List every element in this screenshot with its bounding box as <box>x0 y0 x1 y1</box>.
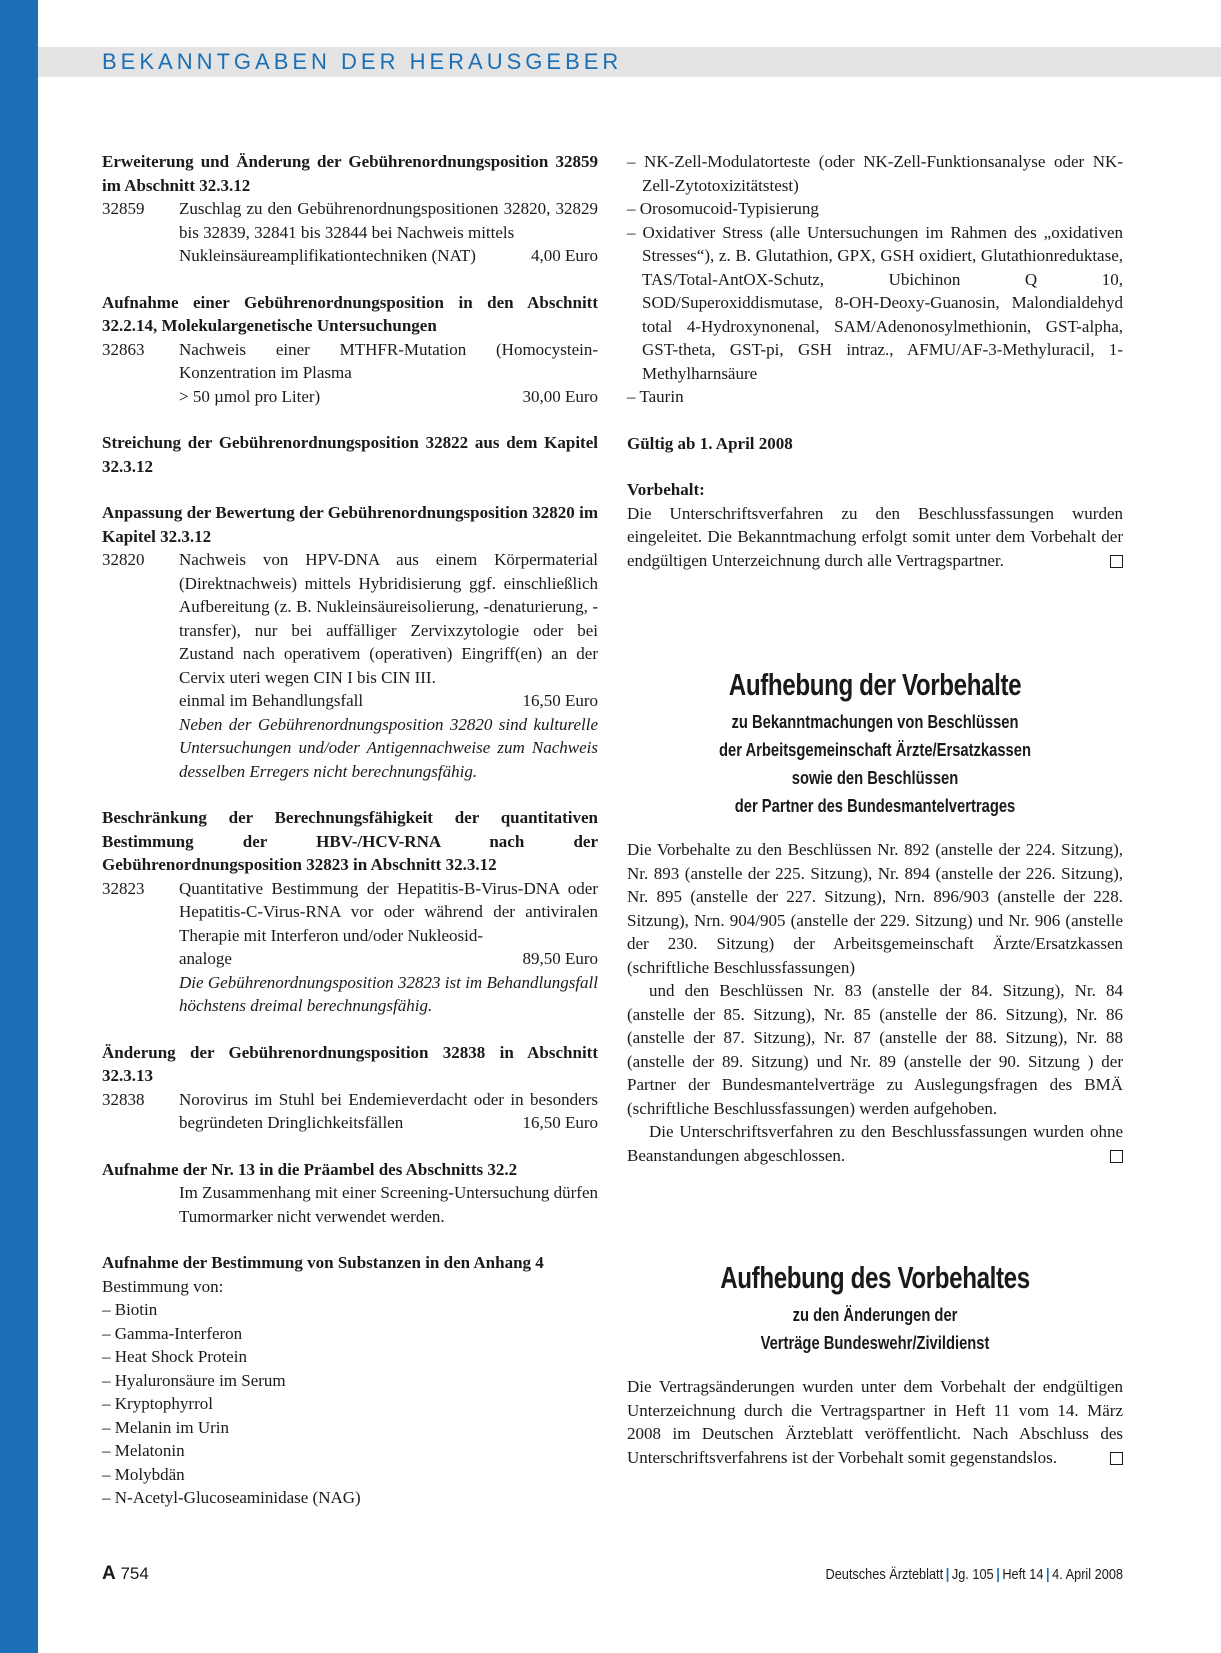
list-item: – NK-Zell-Modulatorteste (oder NK-Zell-Funktionsanalyse oder NK-Zell-Zytotoxizitätstest) <box>627 152 1123 195</box>
fee-code: 32823 <box>102 878 145 898</box>
fee-code: 32859 <box>102 199 145 218</box>
list-item: – Kryptophyrrol <box>102 1394 213 1413</box>
article-subtitle-line: sowie den Beschlüssen <box>791 768 959 788</box>
article-subtitle-line: Verträge Bundeswehr/Zivildienst <box>760 1333 990 1353</box>
fee-description: Norovirus im Stuhl bei Endemieverdacht oder in besonders begründeten Dringlichkeitsfällen <box>179 1089 598 1132</box>
section-heading: Beschränkung der Berechnungsfähigkeit der quantitativen Bestimmung der HBV-/HCV-RNA nach der Gebührenordnungsposition 32823 in Abschnitt 32.3.12 <box>102 808 598 874</box>
section-32822 <box>102 431 598 478</box>
journal-date: 4. April 2008 <box>1052 1566 1123 1583</box>
fee-code: 32820 <box>102 550 145 569</box>
page-number <box>102 1562 149 1586</box>
section-header: BEKANNTGABEN DER HERAUSGEBER <box>102 49 623 74</box>
end-of-article-box <box>1110 1452 1123 1465</box>
page-number-value: 754 <box>120 1564 149 1583</box>
article-subtitle-line: der Partner des Bundesmantelvertrages <box>734 796 1016 816</box>
list-intro: Bestimmung von: <box>102 1276 224 1296</box>
journal-volume: Jg. 105 <box>951 1566 994 1583</box>
fee-note: Neben der Gebührenordnungsposition 32820 sind kulturelle Untersuchungen und/oder Antigennachweise zum Nachweis desselben Erregers nicht berechnungsfähig. <box>179 714 598 781</box>
left-column <box>102 150 598 1533</box>
valid-from: Gültig ab 1. April 2008 <box>627 433 793 453</box>
fee-price: 16,50 Euro <box>522 691 598 710</box>
section-heading: Aufnahme der Nr. 13 in die Präambel des Abschnitts 32.2 <box>102 1159 518 1179</box>
side-accent-bar <box>0 0 38 1653</box>
fee-description-end: analoge <box>179 949 232 968</box>
fee-description: Nachweis einer MTHFR-Mutation (Homocystein-Konzentration im Plasma <box>179 339 598 382</box>
fee-description: Nachweis von HPV-DNA aus einem Körpermaterial (Direktnachweis) mittels Hybridisierung ggf. einschließlich Aufbereitung (z. B. Nukleinsäureisolierung, -denaturierung, -transfer), nur bei auffälliger Zervixzytologie oder bei Zustand nach operativem (operativen) Eingriff(en) an der Cervix uteri wegen CIN I bis CIN III. <box>179 550 598 687</box>
fee-description: Zuschlag zu den Gebührenordnungspositionen 32820, 32829 bis 32839, 32841 bis 32844 bei Nachweis mittels <box>179 199 598 242</box>
list-item: – Molybdän <box>102 1464 185 1484</box>
section-heading: Anpassung der Bewertung der Gebührenordnungsposition 32820 im Kapitel 32.3.12 <box>102 503 598 546</box>
section-32820 <box>102 501 598 783</box>
fee-price: 89,50 Euro <box>522 949 598 968</box>
list-item: – Orosomucoid-Typisierung <box>627 199 819 218</box>
list-item: – Melatonin <box>102 1441 185 1460</box>
list-item: – Gamma-Interferon <box>102 1323 243 1343</box>
section-preamble <box>102 1158 598 1229</box>
article-subtitle-line: zu den Änderungen der <box>792 1305 958 1325</box>
fee-price: 16,50 Euro <box>522 1113 598 1132</box>
article-title: Aufhebung des Vorbehaltes <box>720 1260 1030 1295</box>
fee-code: 32863 <box>102 339 145 359</box>
article-paragraph: Die Vorbehalte zu den Beschlüssen Nr. 892 (anstelle der 224. Sitzung), Nr. 893 (anstelle der 225. Sitzung), Nr. 894 (anstelle der 226. Sitzung), Nr. 895 (anstelle der 227. Sitzung), Nrn. 896/903 (anstelle der 228. Sitzung), Nrn. 904/905 (anstelle der 229. Sitzung) und Nr. 906 (anstelle der 230. Sitzung) der Arbeitsgemeinschaft Ärzte/Ersatzkassen (schriftliche Beschlussfassungen) <box>627 840 1123 977</box>
section-heading: Streichung der Gebührenordnungsposition 32822 aus dem Kapitel 32.3.12 <box>102 433 598 476</box>
article-lifting-reservations <box>627 666 1123 1167</box>
section-text: Im Zusammenhang mit einer Screening-Untersuchung dürfen Tumormarker nicht verwendet werden. <box>179 1183 598 1226</box>
reservation-text: Die Unterschriftsverfahren zu den Beschlussfassungen wurden eingeleitet. Die Bekanntmachung erfolgt somit unter dem Vorbehalt der endgültigen Unterzeichnung durch alle Vertragspartner. <box>627 503 1123 570</box>
reservation <box>627 478 1123 572</box>
journal-issue: Heft 14 <box>1002 1566 1044 1583</box>
journal-info: Deutsches Ärzteblatt | Jg. 105 | Heft 14 | 4. April 2008 <box>825 1566 1123 1583</box>
article-subtitle-line: zu Bekanntmachungen von Beschlüssen <box>731 712 1019 732</box>
list-item: – Melanin im Urin <box>102 1417 230 1437</box>
section-heading: Aufnahme der Bestimmung von Substanzen in den Anhang 4 <box>102 1253 544 1272</box>
right-column <box>627 150 1123 1469</box>
section-32823 <box>102 806 598 1018</box>
substance-list <box>102 1298 598 1510</box>
article-title: Aufhebung der Vorbehalte <box>728 667 1022 702</box>
fee-description: Quantitative Bestimmung der Hepatitis-B-Virus-DNA oder Hepatitis-C-Virus-RNA vor oder während der antiviralen Therapie mit Interferon und/oder Nukleosid- <box>179 878 598 945</box>
article-paragraph: Die Unterschriftsverfahren zu den Beschlussfassungen wurden ohne Beanstandungen abgeschlossen. <box>627 1122 1123 1165</box>
section-heading: Erweiterung und Änderung der Gebührenordnungsposition 32859 im Abschnitt 32.3.12 <box>102 152 598 195</box>
list-item: – Biotin <box>102 1300 158 1319</box>
list-item: – Oxidativer Stress (alle Untersuchungen im Rahmen des „oxidativen Stresses“), z. B. Glutathion, GPX, GSH oxidiert, Glutathionreduktase, TAS/Total-AntOX-Schutz, Ubichinon Q 10, SOD/Superoxiddismutase, 8-OH-Deoxy-Guanosin, Malondialdehyd total 4-Hydroxynonenal, SAM/Adenonosylmethionin, GST-alpha, GST-theta, GST-pi, GSH intraz., AFMU/AF-3-Methyluracil, 1-Methylharnsäure <box>627 222 1123 383</box>
section-heading: Aufnahme einer Gebührenordnungsposition in den Abschnitt 32.2.14, Molekulargenetische Untersuchungen <box>102 292 598 335</box>
list-item: – Taurin <box>627 387 684 406</box>
list-item: – N-Acetyl-Glucoseaminidase (NAG) <box>102 1488 361 1507</box>
article-lifting-reservation <box>627 1259 1123 1469</box>
fee-description-end: einmal im Behandlungsfall <box>179 691 364 710</box>
journal-name: Deutsches Ärzteblatt <box>825 1566 944 1583</box>
fee-price: 30,00 Euro <box>522 386 598 406</box>
fee-price: 4,00 Euro <box>530 246 598 265</box>
article-paragraph: Die Vertragsänderungen wurden unter dem Vorbehalt der endgültigen Unterzeichnung durch die Vertragspartner in Heft 11 vom 14. März 2008 im Deutschen Ärzteblatt veröffentlicht. Nach Abschluss des Unterschriftsverfahrens ist der Vorbehalt somit gegenstandslos. <box>627 1377 1123 1467</box>
fee-code: 32838 <box>102 1089 145 1109</box>
fee-note: Die Gebührenordnungsposition 32823 ist im Behandlungsfall höchstens dreimal berechnungsfähig. <box>179 972 598 1015</box>
end-of-article-box <box>1110 555 1123 568</box>
section-32859 <box>102 150 598 268</box>
end-of-article-box <box>1110 1150 1123 1163</box>
fee-description-end: Nukleinsäureamplifikationtechniken (NAT) <box>179 246 476 265</box>
section-heading: Änderung der Gebührenordnungsposition 32838 in Abschnitt 32.3.13 <box>102 1042 598 1085</box>
article-subtitle-line: der Arbeitsgemeinschaft Ärzte/Ersatzkassen <box>718 740 1031 760</box>
substance-list-continued <box>627 150 1123 409</box>
section-32838 <box>102 1041 598 1135</box>
page-prefix: A <box>102 1563 116 1584</box>
reservation-heading: Vorbehalt: <box>627 480 705 499</box>
section-appendix <box>102 1251 598 1510</box>
list-item: – Heat Shock Protein <box>102 1347 247 1366</box>
list-item: – Hyaluronsäure im Serum <box>102 1370 286 1390</box>
article-paragraph: und den Beschlüssen Nr. 83 (anstelle der 84. Sitzung), Nr. 84 (anstelle der 85. Sitzung), Nr. 85 (anstelle der 86. Sitzung), Nr. 86 (anstelle der 87. Sitzung), Nr. 87 (anstelle der 88. Sitzung), Nr. 88 (anstelle der 89. Sitzung) und Nr. 89 (anstelle der 90. Sitzung ) der Partner der Bundesmantelverträge zu Auslegungsfragen des BMÄ (schriftliche Beschlussfassungen) werden aufgehoben. <box>627 981 1123 1118</box>
fee-description-end: > 50 µmol pro Liter) <box>179 386 321 406</box>
section-32863 <box>102 291 598 409</box>
